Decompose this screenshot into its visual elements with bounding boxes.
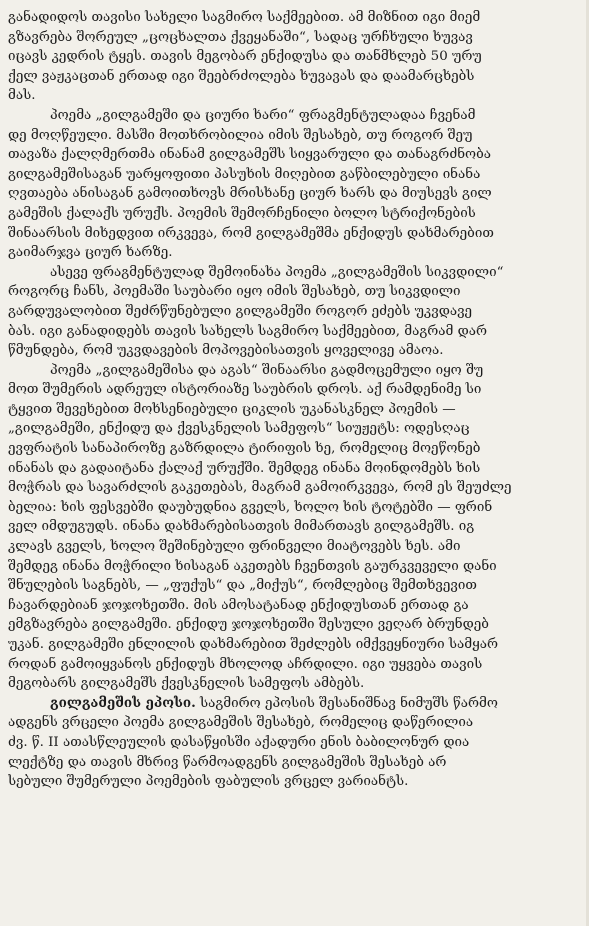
- text-line: [8, 67, 589, 87]
- line-text: მოთ შუმერის ადრეულ ისტორიაზე საუბრის დროს. აქ რამდენიმე სი: [8, 382, 482, 398]
- line-text: ინანას და გადაიტანა ქალაქ ურუქში. შემდეგ ინანა მოინდომებს ხის: [8, 460, 481, 476]
- text-line: [8, 459, 589, 479]
- line-text: ძვ. წ. II ათასწლეულის დასაწყისში აქადური ენის ბაბილონურ დია: [8, 734, 470, 750]
- text-line: [8, 322, 589, 342]
- text-line: [8, 47, 589, 67]
- text-line: [8, 86, 589, 106]
- line-text: პოემა „გილგამეშისა და აგას“ შინაარსი გადმოცემული იყო შუ: [50, 362, 484, 378]
- line-text: ასევე ფრაგმენტულად შემოინახა პოემა „გილგამეშის სიკვდილი“: [50, 264, 504, 280]
- paragraph: [8, 8, 589, 106]
- text-line: [8, 635, 589, 655]
- paragraph: [8, 263, 589, 361]
- line-text: თავაზა ქალღმერთმა ინანამ გილგამეშს სიყვარული და თანაგრძნობა: [8, 147, 491, 163]
- line-text: შემდეგ ინანა მოჭრილი ხისაგან აკეთებს ჩვენთვის გაურკვეველი დანი: [8, 558, 497, 574]
- line-text: ქელ ვაჟკაცთან ერთად იგი შეებრძოლება ხუვავას და დაამარცხებს: [8, 68, 475, 84]
- line-text: „გილგამეში, ენქიდუ და ქვესკნელის სამეფოს“ სიუჟეტს: ოდესღაც: [8, 421, 470, 437]
- text-line: [8, 733, 589, 753]
- text-line: [8, 28, 589, 48]
- text-line: [8, 106, 589, 126]
- text-line: [8, 537, 589, 557]
- paragraph: [8, 106, 589, 263]
- text-line: [8, 400, 589, 420]
- line-text: შინაარსის მიხედვით ირკვევა, რომ გილგამეშმა ენქიდუს დახმარებით: [8, 225, 494, 241]
- text-line: [8, 165, 589, 185]
- line-text: განადიდოს თავისი სახელი საგმირო საქმეებით. ამ მიზნით იგი მიემ: [8, 10, 481, 25]
- line-text: შნულების საგნებს, — „ფუქუს“ და „მიქუს“, რომლებიც შემთხვევით: [8, 578, 477, 594]
- paragraph: [8, 694, 589, 792]
- document-body: [8, 8, 589, 792]
- line-text: იცავს კედრის ტყეს. თავის მეგობარ ენქიდუსა და თანმხლებ 50 ურუ: [8, 49, 482, 65]
- line-text: როდან გამოიყვანოს ენქიდუს მხოლოდ აჩრდილი. იგი უყვება თავის: [8, 656, 483, 672]
- text-line: [8, 439, 589, 459]
- text-line: [8, 419, 589, 439]
- text-line: [8, 361, 589, 381]
- text-line: [8, 224, 589, 244]
- text-line: [8, 517, 589, 537]
- text-line: [8, 655, 589, 675]
- line-text: გამეშის ქალაქს ურუქს. პოემის შემორჩენილი ბოლო სტრიქონების: [8, 205, 476, 221]
- text-line: [8, 184, 589, 204]
- line-text: ღვთაება ანისაგან გამოითხოვს მრისხანე ციურ ხარს და მიუსევს გილ: [8, 186, 492, 202]
- line-text: გზავრება შორეულ „ცოცხალთა ქვეყანაში“, სადაც ურჩხული ხუვავ: [8, 29, 473, 45]
- paragraph: [8, 361, 589, 694]
- line-text: ემგზავრება გილგამეში. ენქიდუ ჯოჯოხეთში შესული ვეღარ ბრუნდებ: [8, 617, 489, 633]
- line-text: გარდუვალობით შეძრწუნებული გილგამეში როგორ ეძებს უკვდავე: [8, 303, 473, 319]
- text-line: [8, 243, 589, 263]
- line-text: ველ იმდუგუდს. ინანა დახმარებისათვის მიმართავს გილგამეშს. იგ: [8, 519, 475, 535]
- line-text: როგორც ჩანს, პოემაში საუბარი იყო იმის შესახებ, თუ სიკვდილი: [8, 284, 461, 300]
- text-line: [8, 204, 589, 224]
- text-line: [8, 145, 589, 165]
- text-line: [8, 596, 589, 616]
- line-text: მას.: [8, 88, 36, 104]
- line-text: ბას. იგი განადიდებს თავის სახელს საგმირო საქმეებით, მაგრამ დარ: [8, 323, 488, 339]
- text-line: [8, 341, 589, 361]
- line-text: დე მოღწეული. მასში მოთხრობილია იმის შესახებ, თუ როგორ შეუ: [8, 127, 473, 143]
- line-text: ლექტზე და თავის მხრივ წარმოადგენს გილგამეშის შესახებ არ: [8, 754, 447, 770]
- line-text: კლავს გველს, ხოლო შეშინებული ფრინველი მიატოვებს ხეს. ამი: [8, 539, 461, 555]
- line-text: პოემა „გილგამეში და ციური ხარი“ ფრაგმენტულადაა ჩვენამ: [50, 107, 476, 123]
- line-text: ტყვით შევეხებით მოხსენიებული ციკლის უკანასკნელ პოემის —: [8, 401, 456, 417]
- line-text: ჩავარდებიან ჯოჯოხეთში. მის ამოსატანად ენქიდუსთან ერთად გა: [8, 597, 469, 613]
- text-line: [8, 674, 589, 694]
- text-line: [8, 302, 589, 322]
- text-line: [8, 772, 589, 792]
- text-line: [8, 380, 589, 400]
- line-text: წმუნდება, რომ უკვდავების მოპოვებისათვის ყოველივე ამაოა.: [8, 343, 444, 359]
- line-text: სებული შუმერული პოემების ფაბულის ვრცელ ვარიანტს.: [8, 774, 409, 790]
- text-line: [8, 753, 589, 773]
- text-line: [8, 576, 589, 596]
- text-line: [8, 8, 589, 28]
- text-line: [8, 498, 589, 518]
- text-line: [8, 478, 589, 498]
- text-line: [8, 713, 589, 733]
- text-line: [8, 615, 589, 635]
- line-text: საგმირო ეპოსის შესანიშნავ ნიმუშს წარმო: [195, 695, 498, 711]
- text-line: [8, 557, 589, 577]
- text-line: [8, 126, 589, 146]
- text-line: [8, 263, 589, 283]
- text-line: [8, 694, 589, 714]
- line-text: მოჭრას და სავარძლის გაკეთებას, მაგრამ გამოირკვევა, რომ ეს შეუძლე: [8, 480, 512, 496]
- line-text: ბელია: ხის ფესვებში დაუბუდნია გველს, ხოლო ხის ტოტებში — ფრინ: [8, 499, 493, 515]
- line-text: გილგამეშისაგან უარყოფითი პასუხის მიღებით გაწბილებული ინანა: [8, 166, 481, 182]
- text-line: [8, 282, 589, 302]
- line-text: ადგენს ვრცელი პოემა გილგამეშის შესახებ, რომელიც დაწერილია: [8, 715, 474, 731]
- line-text: ევფრატის სანაპიროზე გაზრდილა ტირიფის ხე, რომელიც მოეწონებ: [8, 441, 481, 457]
- line-text: უკან. გილგამეში ენლილის დახმარებით შეძლებს იმქვეყნიური სამყარ: [8, 637, 498, 652]
- line-text: მეგობარს გილგამეშს ქვესკნელის სამეფოს ამბებს.: [8, 676, 365, 692]
- line-text: გაიმარჯვა ციურ ხარზე.: [8, 245, 173, 261]
- section-heading: გილგამეშის ეპოსი.: [50, 694, 196, 711]
